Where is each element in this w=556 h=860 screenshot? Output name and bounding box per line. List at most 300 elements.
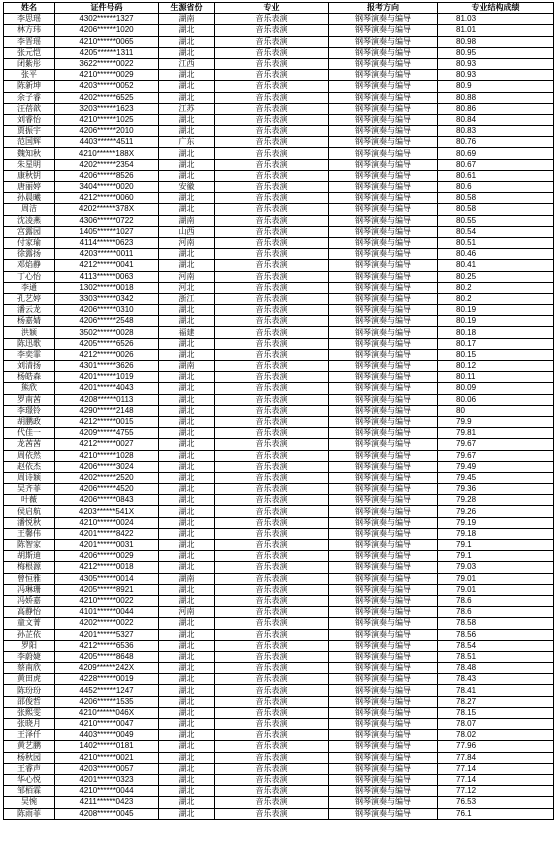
cell-id-number: 4205******8648 (55, 651, 159, 662)
cell-major: 音乐表演 (215, 450, 329, 461)
cell-direction: 钢琴演奏与编导 (329, 528, 438, 539)
cell-direction: 钢琴演奏与编导 (329, 629, 438, 640)
cell-direction: 钢琴演奏与编导 (329, 797, 438, 808)
cell-province: 湖北 (159, 439, 215, 450)
cell-score: 79.18 (438, 528, 554, 539)
table-row (4, 36, 554, 47)
cell-name: 胡斯迪 (4, 551, 55, 562)
cell-direction: 钢琴演奏与编导 (329, 416, 438, 427)
cell-score: 77.12 (438, 786, 554, 797)
table-row (4, 416, 554, 427)
cell-score: 80.98 (438, 36, 554, 47)
cell-major: 音乐表演 (215, 517, 329, 528)
cell-direction: 钢琴演奏与编导 (329, 103, 438, 114)
cell-direction: 钢琴演奏与编导 (329, 506, 438, 517)
cell-direction: 钢琴演奏与编导 (329, 730, 438, 741)
cell-major: 音乐表演 (215, 786, 329, 797)
cell-id-number: 4210******0047 (55, 719, 159, 730)
cell-major: 音乐表演 (215, 293, 329, 304)
cell-direction: 钢琴演奏与编导 (329, 126, 438, 137)
cell-score: 79.67 (438, 450, 554, 461)
cell-direction: 钢琴演奏与编导 (329, 461, 438, 472)
cell-major: 音乐表演 (215, 159, 329, 170)
cell-name: 周诗颖 (4, 472, 55, 483)
cell-id-number: 4208******0045 (55, 808, 159, 819)
cell-province: 湖北 (159, 461, 215, 472)
cell-id-number: 4206******0843 (55, 495, 159, 506)
cell-major: 音乐表演 (215, 461, 329, 472)
cell-id-number: 4210******1025 (55, 114, 159, 125)
cell-province: 湖北 (159, 640, 215, 651)
cell-id-number: 4206******3024 (55, 461, 159, 472)
table-row (4, 271, 554, 282)
cell-id-number: 4302******1327 (55, 14, 159, 25)
cell-id-number: 4209******4755 (55, 428, 159, 439)
cell-name: 王睿声 (4, 763, 55, 774)
cell-province: 山西 (159, 226, 215, 237)
cell-id-number: 4113******0063 (55, 271, 159, 282)
table-row (4, 439, 554, 450)
cell-name: 潘云龙 (4, 305, 55, 316)
cell-name: 邹栢霖 (4, 786, 55, 797)
cell-id-number: 4206******4520 (55, 484, 159, 495)
table-row (4, 182, 554, 193)
cell-name: 罗南茜 (4, 394, 55, 405)
cell-name: 陈新坤 (4, 81, 55, 92)
cell-province: 湖北 (159, 484, 215, 495)
cell-id-number: 1405******1027 (55, 226, 159, 237)
header-id-number: 证件号码 (55, 3, 159, 14)
cell-score: 80.25 (438, 271, 554, 282)
cell-province: 湖北 (159, 472, 215, 483)
cell-id-number: 4206******2010 (55, 126, 159, 137)
cell-name: 康秋钥 (4, 170, 55, 181)
cell-direction: 钢琴演奏与编导 (329, 450, 438, 461)
table-row (4, 405, 554, 416)
cell-id-number: 4210******0029 (55, 70, 159, 81)
cell-major: 音乐表演 (215, 707, 329, 718)
table-row (4, 215, 554, 226)
table-row (4, 730, 554, 741)
cell-name: 胡鹏政 (4, 416, 55, 427)
cell-province: 湖北 (159, 685, 215, 696)
cell-province: 湖北 (159, 316, 215, 327)
cell-direction: 钢琴演奏与编导 (329, 70, 438, 81)
table-row (4, 517, 554, 528)
cell-name: 魏知秋 (4, 148, 55, 159)
cell-direction: 钢琴演奏与编导 (329, 271, 438, 282)
cell-direction: 钢琴演奏与编导 (329, 752, 438, 763)
cell-direction: 钢琴演奏与编导 (329, 584, 438, 595)
cell-score: 80.9 (438, 81, 554, 92)
cell-province: 湖北 (159, 450, 215, 461)
table-row (4, 495, 554, 506)
cell-direction: 钢琴演奏与编导 (329, 58, 438, 69)
cell-score: 80.11 (438, 372, 554, 383)
table-row (4, 674, 554, 685)
cell-direction: 钢琴演奏与编导 (329, 137, 438, 148)
cell-direction: 钢琴演奏与编导 (329, 170, 438, 181)
cell-direction: 钢琴演奏与编导 (329, 651, 438, 662)
cell-direction: 钢琴演奏与编导 (329, 14, 438, 25)
cell-score: 78.43 (438, 674, 554, 685)
cell-province: 湖北 (159, 416, 215, 427)
table-row (4, 685, 554, 696)
cell-province: 湖北 (159, 70, 215, 81)
cell-name: 龙茜茜 (4, 439, 55, 450)
cell-direction: 钢琴演奏与编导 (329, 551, 438, 562)
table-row (4, 103, 554, 114)
cell-name: 陈玢玢 (4, 685, 55, 696)
table-row (4, 204, 554, 215)
cell-id-number: 4203******0052 (55, 81, 159, 92)
cell-major: 音乐表演 (215, 719, 329, 730)
cell-score: 80.61 (438, 170, 554, 181)
cell-name: 邵俊哲 (4, 696, 55, 707)
table-row (4, 282, 554, 293)
cell-direction: 钢琴演奏与编导 (329, 349, 438, 360)
cell-direction: 钢琴演奏与编导 (329, 540, 438, 551)
cell-id-number: 4305******0014 (55, 573, 159, 584)
cell-direction: 钢琴演奏与编导 (329, 148, 438, 159)
cell-direction: 钢琴演奏与编导 (329, 495, 438, 506)
cell-name: 陈雨菲 (4, 808, 55, 819)
cell-major: 音乐表演 (215, 506, 329, 517)
cell-province: 湖北 (159, 47, 215, 58)
table-row (4, 47, 554, 58)
cell-id-number: 4212******0027 (55, 439, 159, 450)
table-row (4, 651, 554, 662)
cell-name: 陈迅歌 (4, 338, 55, 349)
table-row (4, 226, 554, 237)
cell-name: 杨秋园 (4, 752, 55, 763)
cell-id-number: 4206******0310 (55, 305, 159, 316)
cell-id-number: 4203******541X (55, 506, 159, 517)
cell-province: 湖北 (159, 495, 215, 506)
table-row (4, 383, 554, 394)
cell-name: 王馨伟 (4, 528, 55, 539)
cell-id-number: 4210******0065 (55, 36, 159, 47)
cell-score: 78.48 (438, 663, 554, 674)
cell-name: 李璟铃 (4, 405, 55, 416)
table-row (4, 193, 554, 204)
cell-direction: 钢琴演奏与编导 (329, 81, 438, 92)
cell-direction: 钢琴演奏与编导 (329, 428, 438, 439)
cell-province: 湖北 (159, 696, 215, 707)
cell-direction: 钢琴演奏与编导 (329, 249, 438, 260)
cell-score: 80.09 (438, 383, 554, 394)
cell-direction: 钢琴演奏与编导 (329, 595, 438, 606)
cell-province: 湖北 (159, 148, 215, 159)
cell-id-number: 4206******0029 (55, 551, 159, 562)
cell-score: 79.36 (438, 484, 554, 495)
cell-province: 广东 (159, 137, 215, 148)
cell-score: 80.2 (438, 293, 554, 304)
table-row (4, 696, 554, 707)
cell-major: 音乐表演 (215, 416, 329, 427)
cell-major: 音乐表演 (215, 137, 329, 148)
cell-score: 80.86 (438, 103, 554, 114)
cell-id-number: 4206******8526 (55, 170, 159, 181)
cell-id-number: 4210******0044 (55, 786, 159, 797)
cell-id-number: 4205******8921 (55, 584, 159, 595)
cell-score: 80.41 (438, 260, 554, 271)
cell-major: 音乐表演 (215, 495, 329, 506)
header-direction: 报考方向 (329, 3, 438, 14)
cell-score: 79.03 (438, 562, 554, 573)
cell-major: 音乐表演 (215, 685, 329, 696)
cell-major: 音乐表演 (215, 484, 329, 495)
table-row (4, 763, 554, 774)
cell-direction: 钢琴演奏与编导 (329, 372, 438, 383)
cell-direction: 钢琴演奏与编导 (329, 719, 438, 730)
cell-score: 80.54 (438, 226, 554, 237)
table-row (4, 14, 554, 25)
cell-score: 80.46 (438, 249, 554, 260)
table-row (4, 640, 554, 651)
cell-id-number: 4201******0323 (55, 774, 159, 785)
table-row (4, 607, 554, 618)
cell-score: 78.58 (438, 618, 554, 629)
cell-name: 汪蓓歆 (4, 103, 55, 114)
cell-name: 代佳一 (4, 428, 55, 439)
cell-id-number: 4452******1247 (55, 685, 159, 696)
cell-id-number: 3502******0028 (55, 327, 159, 338)
cell-id-number: 4212******6536 (55, 640, 159, 651)
cell-name: 高静怡 (4, 607, 55, 618)
cell-direction: 钢琴演奏与编导 (329, 25, 438, 36)
cell-id-number: 4205******1311 (55, 47, 159, 58)
cell-major: 音乐表演 (215, 47, 329, 58)
cell-major: 音乐表演 (215, 394, 329, 405)
cell-name: 沈凌燕 (4, 215, 55, 226)
cell-province: 湖北 (159, 126, 215, 137)
cell-major: 音乐表演 (215, 540, 329, 551)
cell-id-number: 1302******0018 (55, 282, 159, 293)
cell-name: 邓焰静 (4, 260, 55, 271)
cell-name: 李通 (4, 282, 55, 293)
cell-province: 湖北 (159, 786, 215, 797)
cell-id-number: 4206******1535 (55, 696, 159, 707)
table-row (4, 349, 554, 360)
cell-direction: 钢琴演奏与编导 (329, 47, 438, 58)
cell-direction: 钢琴演奏与编导 (329, 405, 438, 416)
cell-province: 湖北 (159, 394, 215, 405)
cell-name: 范国辉 (4, 137, 55, 148)
cell-direction: 钢琴演奏与编导 (329, 685, 438, 696)
cell-score: 78.07 (438, 719, 554, 730)
cell-score: 80.17 (438, 338, 554, 349)
cell-direction: 钢琴演奏与编导 (329, 640, 438, 651)
cell-name: 周依然 (4, 450, 55, 461)
cell-name: 叶薇 (4, 495, 55, 506)
table-row (4, 618, 554, 629)
cell-score: 80.51 (438, 237, 554, 248)
cell-major: 音乐表演 (215, 551, 329, 562)
cell-major: 音乐表演 (215, 651, 329, 662)
cell-direction: 钢琴演奏与编导 (329, 808, 438, 819)
cell-major: 音乐表演 (215, 808, 329, 819)
cell-score: 79.81 (438, 428, 554, 439)
score-table (3, 2, 554, 820)
cell-direction: 钢琴演奏与编导 (329, 114, 438, 125)
cell-major: 音乐表演 (215, 361, 329, 372)
cell-score: 78.56 (438, 629, 554, 640)
cell-major: 音乐表演 (215, 618, 329, 629)
table-row (4, 774, 554, 785)
cell-province: 湖北 (159, 551, 215, 562)
cell-id-number: 4210******0022 (55, 595, 159, 606)
table-row (4, 372, 554, 383)
cell-id-number: 4212******0060 (55, 193, 159, 204)
cell-direction: 钢琴演奏与编导 (329, 562, 438, 573)
cell-direction: 钢琴演奏与编导 (329, 327, 438, 338)
cell-score: 79.49 (438, 461, 554, 472)
cell-direction: 钢琴演奏与编导 (329, 439, 438, 450)
cell-name: 唐丽婷 (4, 182, 55, 193)
table-header-row (4, 3, 554, 14)
cell-direction: 钢琴演奏与编导 (329, 663, 438, 674)
cell-province: 湖北 (159, 618, 215, 629)
cell-province: 湖北 (159, 405, 215, 416)
cell-province: 湖南 (159, 361, 215, 372)
cell-id-number: 4403******4511 (55, 137, 159, 148)
cell-score: 80.69 (438, 148, 554, 159)
cell-major: 音乐表演 (215, 595, 329, 606)
cell-major: 音乐表演 (215, 663, 329, 674)
cell-province: 湖北 (159, 774, 215, 785)
cell-name: 梅根源 (4, 562, 55, 573)
cell-province: 湖北 (159, 719, 215, 730)
cell-province: 湖北 (159, 528, 215, 539)
cell-name: 李思瑶 (4, 14, 55, 25)
cell-major: 音乐表演 (215, 629, 329, 640)
table-row (4, 461, 554, 472)
cell-id-number: 4208******0113 (55, 394, 159, 405)
cell-province: 湖北 (159, 260, 215, 271)
cell-score: 78.27 (438, 696, 554, 707)
cell-major: 音乐表演 (215, 584, 329, 595)
cell-province: 江西 (159, 58, 215, 69)
cell-name: 刘清扬 (4, 361, 55, 372)
cell-name: 王泽仟 (4, 730, 55, 741)
cell-direction: 钢琴演奏与编导 (329, 226, 438, 237)
cell-score: 79.67 (438, 439, 554, 450)
cell-id-number: 4202******378X (55, 204, 159, 215)
cell-major: 音乐表演 (215, 305, 329, 316)
cell-major: 音乐表演 (215, 730, 329, 741)
cell-direction: 钢琴演奏与编导 (329, 237, 438, 248)
cell-name: 徐露扬 (4, 249, 55, 260)
cell-major: 音乐表演 (215, 562, 329, 573)
cell-name: 洪颖 (4, 327, 55, 338)
cell-major: 音乐表演 (215, 249, 329, 260)
table-row (4, 741, 554, 752)
cell-score: 81.03 (438, 14, 554, 25)
cell-name: 张晓月 (4, 719, 55, 730)
cell-province: 湖北 (159, 25, 215, 36)
cell-major: 音乐表演 (215, 271, 329, 282)
cell-major: 音乐表演 (215, 170, 329, 181)
cell-id-number: 4212******0026 (55, 349, 159, 360)
cell-major: 音乐表演 (215, 674, 329, 685)
cell-score: 78.54 (438, 640, 554, 651)
table-row (4, 506, 554, 517)
cell-major: 音乐表演 (215, 439, 329, 450)
table-row (4, 327, 554, 338)
cell-major: 音乐表演 (215, 226, 329, 237)
cell-major: 音乐表演 (215, 81, 329, 92)
cell-province: 湖南 (159, 573, 215, 584)
cell-province: 湖北 (159, 506, 215, 517)
cell-name: 宫露园 (4, 226, 55, 237)
cell-score: 80.15 (438, 349, 554, 360)
table-row (4, 237, 554, 248)
cell-id-number: 4403******0049 (55, 730, 159, 741)
table-body (4, 14, 554, 820)
table-row (4, 25, 554, 36)
table-row (4, 584, 554, 595)
cell-direction: 钢琴演奏与编导 (329, 573, 438, 584)
cell-major: 音乐表演 (215, 182, 329, 193)
cell-name: 黄田虎 (4, 674, 55, 685)
cell-major: 音乐表演 (215, 260, 329, 271)
table-row (4, 316, 554, 327)
cell-direction: 钢琴演奏与编导 (329, 282, 438, 293)
cell-name: 周洁 (4, 204, 55, 215)
table-row (4, 114, 554, 125)
cell-id-number: 4201******8422 (55, 528, 159, 539)
cell-province: 湖北 (159, 741, 215, 752)
cell-major: 音乐表演 (215, 774, 329, 785)
cell-major: 音乐表演 (215, 405, 329, 416)
cell-direction: 钢琴演奏与编导 (329, 361, 438, 372)
cell-major: 音乐表演 (215, 215, 329, 226)
cell-name: 潘悦秋 (4, 517, 55, 528)
table-row (4, 338, 554, 349)
cell-id-number: 1402******0181 (55, 741, 159, 752)
cell-score: 78.15 (438, 707, 554, 718)
cell-direction: 钢琴演奏与编导 (329, 774, 438, 785)
table-row (4, 797, 554, 808)
cell-name: 杨皓森 (4, 372, 55, 383)
cell-major: 音乐表演 (215, 383, 329, 394)
cell-id-number: 3203******1623 (55, 103, 159, 114)
header-score: 专业结构成绩 (438, 3, 554, 14)
cell-id-number: 4201******5327 (55, 629, 159, 640)
cell-province: 福建 (159, 327, 215, 338)
cell-direction: 钢琴演奏与编导 (329, 305, 438, 316)
cell-province: 湖北 (159, 372, 215, 383)
cell-province: 湖北 (159, 663, 215, 674)
cell-direction: 钢琴演奏与编导 (329, 182, 438, 193)
cell-province: 湖北 (159, 81, 215, 92)
cell-score: 78.6 (438, 595, 554, 606)
table-row (4, 472, 554, 483)
cell-major: 音乐表演 (215, 752, 329, 763)
cell-province: 湖北 (159, 170, 215, 181)
cell-direction: 钢琴演奏与编导 (329, 607, 438, 618)
cell-province: 湖北 (159, 562, 215, 573)
cell-province: 浙江 (159, 293, 215, 304)
cell-province: 湖北 (159, 595, 215, 606)
cell-name: 余子睿 (4, 92, 55, 103)
cell-province: 河南 (159, 237, 215, 248)
cell-province: 湖北 (159, 752, 215, 763)
table-row (4, 170, 554, 181)
cell-id-number: 4206******1020 (55, 25, 159, 36)
cell-name: 李晋瑶 (4, 36, 55, 47)
